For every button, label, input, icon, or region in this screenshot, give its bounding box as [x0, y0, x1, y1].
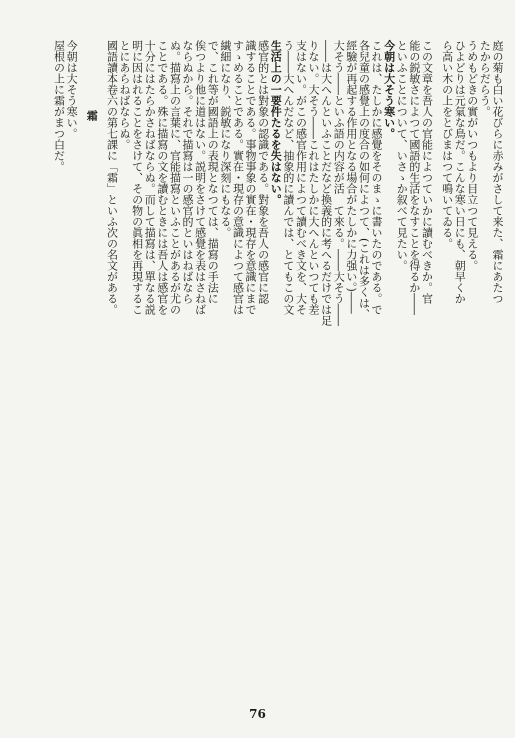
text-column: ことである。殊に描寫の文を讀むときには吾人は感官を — [155, 40, 169, 315]
text-column: 國語讀本卷六の第七課に「霜」といふ次の名文がある。 — [105, 40, 119, 315]
text-column: ――は大へんといふことだなど換義的に考へるだけでは足 — [319, 40, 333, 326]
page-number: 76 — [249, 707, 266, 721]
text-column: 明に因はれることをさけて、その物の眞相を再現するこ — [130, 40, 144, 315]
text-column: 繊細になり、鋭敏になり深刻にもなる。 — [218, 40, 232, 238]
text-column: 能の鋭敏さによつて國語的生活をなすことを得るか―― — [407, 40, 421, 315]
text-column: 識することである。事物事象の實在・現存を意識にまで — [244, 40, 258, 315]
text-column: すゝめることである。實在・現存の意識によつて感官は — [231, 40, 245, 315]
text-column: 支はない。がこの感官作用によつて讀むべき文を、大そ — [294, 40, 308, 315]
text-column: 庭の菊も白い花びらに赤みがさして来た、霜にあたつ — [491, 40, 504, 304]
text-column: ならぬから。それで描寫は一の感官的といはねばなら — [181, 40, 195, 304]
text-column: 屋根の上に霜がまつ白だ。 — [52, 40, 66, 172]
text-column: 感官的とは對象の認識である。對象を吾人の感官に認 — [256, 40, 270, 304]
text-column: 俟つより他に道はない。説明をさけて感覺を表はさねば — [193, 40, 207, 315]
section-heading: 霜 — [85, 110, 99, 121]
text-column: うめもどきの實がいつもより目立つて見える。 — [465, 40, 479, 271]
text-column: とにあらねばならぬ。 — [118, 40, 132, 150]
text-column: 今朝は大そう寒い。 — [65, 40, 79, 139]
text-column: といふことについて、いさゝか叙べて見たい。 — [395, 40, 409, 271]
text-column: これは、たしかに感覺をそのまゝに書いたのである。で — [370, 40, 384, 315]
text-column: 大そう――といふ語の内容が活 て來る。――大そう―― — [332, 40, 346, 326]
text-column: この文章を吾人の官能によつていかに讀むべきか。官 — [420, 40, 434, 304]
text-column: 今朝は大そう寒い。 — [382, 40, 396, 139]
text-column: 生活上の一要件たるを失はない。 — [269, 40, 283, 205]
text-column: 各兒童の感覺上の度合の如何によつて、(これは多くは、 — [357, 40, 371, 320]
text-column: りない。大そう――これはたしかに大へんといつても差 — [307, 40, 321, 315]
text-column: ひよどりは元氣な鳥だ。こんな寒い日にも、朝早くか — [453, 40, 467, 304]
text-column: たからだらう。 — [478, 40, 492, 117]
text-column: で、これ等が國語上の表現となつては、描寫の手法に — [206, 40, 220, 304]
text-column: 經驗が再起する作用となる場合がたしかに力强い。)―― — [344, 40, 358, 314]
text-column: ぬ。描寫上の言葉に、官能描寫といふことがあるが尤の — [168, 40, 182, 315]
text-column: ら高い木の上をとびまはつて鳴いてゐる。 — [440, 40, 454, 249]
text-column: 十分にはたらかさねばならぬ。而して描寫は、單なる説 — [143, 40, 157, 315]
text-column: う――大へんだなど、抽象的に讀んでは、とてもこの文 — [281, 40, 295, 315]
